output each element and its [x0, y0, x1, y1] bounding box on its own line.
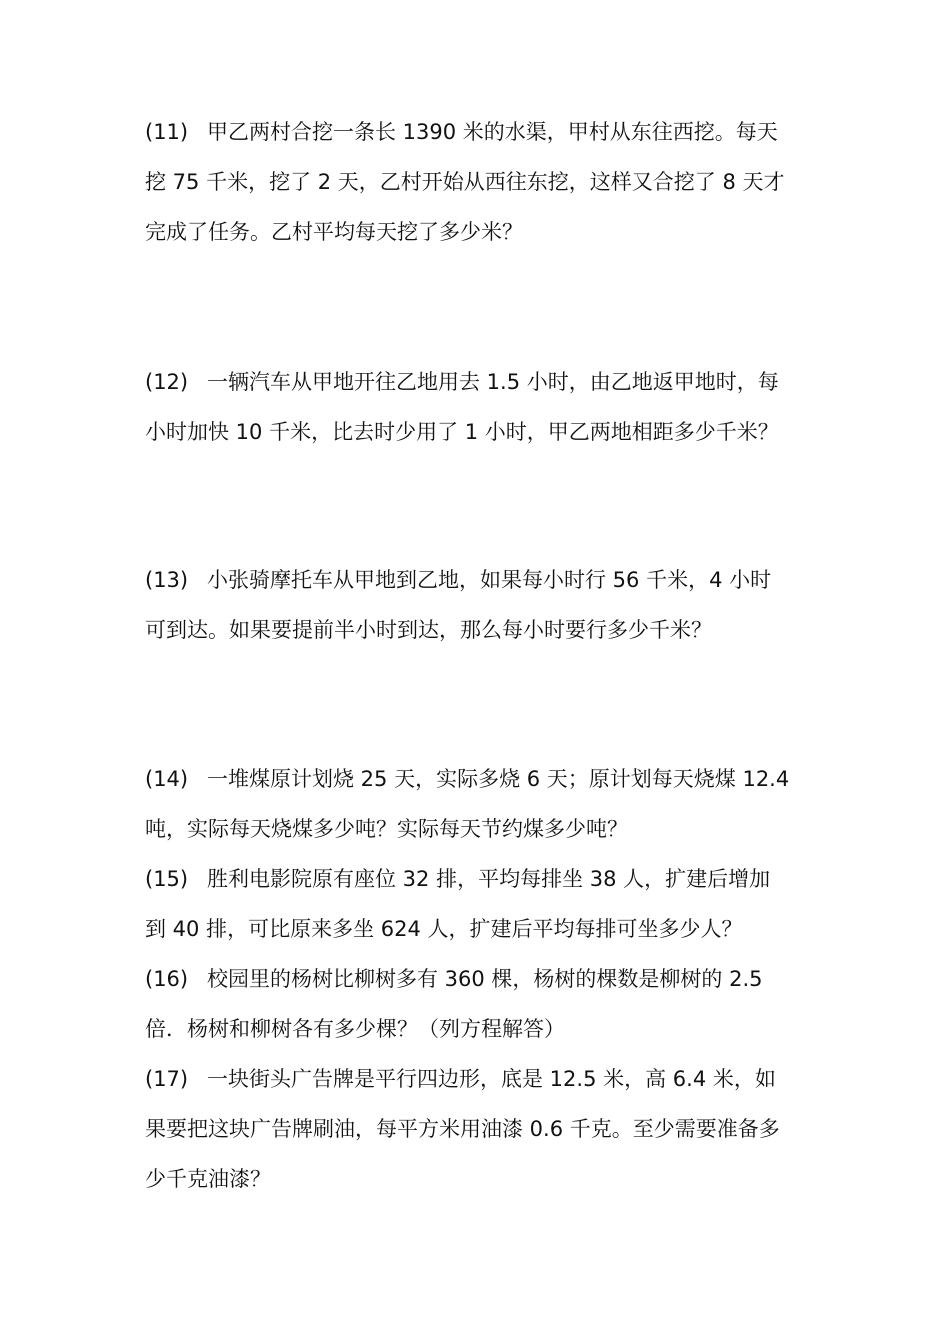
problem-15-number: (15)	[145, 867, 189, 891]
problem-16-number: (16)	[145, 967, 189, 991]
problem-15-text-1: 胜利电影院原有座位 32 排，平均每排坐 38 人，扩建后增加	[207, 867, 771, 891]
problem-11-line-2	[145, 167, 815, 197]
problem-15-line-1	[145, 864, 815, 894]
problem-14-text-2: 吨，实际每天烧煤多少吨？实际每天节约煤多少吨？	[145, 817, 628, 841]
problem-17-text-1: 一块街头广告牌是平行四边形，底是 12.5 米，高 6.4 米，如	[207, 1067, 776, 1091]
problem-11-line-1	[145, 117, 815, 147]
problem-12-number: (12)	[145, 370, 189, 394]
problem-16-text-1: 校园里的杨树比柳树多有 360 棵，杨树的棵数是柳树的 2.5	[207, 967, 763, 991]
problem-17-line-2	[145, 1114, 815, 1144]
problem-15-text-2: 到 40 排，可比原来多坐 624 人，扩建后平均每排可坐多少人？	[145, 917, 743, 941]
problem-14-line-2	[145, 814, 815, 844]
problem-15-line-2	[145, 914, 815, 944]
problem-13-text-1: 小张骑摩托车从甲地到乙地，如果每小时行 56 千米，4 小时	[207, 568, 772, 592]
problem-12-line-2	[145, 417, 815, 447]
problem-11-number: (11)	[145, 120, 189, 144]
problem-11-text-1: 甲乙两村合挖一条长 1390 米的水渠，甲村从东往西挖。每天	[207, 120, 778, 144]
problem-17-text-2: 果要把这块广告牌刷油，每平方米用油漆 0.6 千克。至少需要准备多	[145, 1117, 780, 1141]
problem-14-number: (14)	[145, 767, 189, 791]
problem-13-line-1	[145, 565, 815, 595]
problem-16-text-2: 倍．杨树和柳树各有多少棵？（列方程解答）	[145, 1017, 565, 1041]
problem-13-line-2	[145, 615, 815, 645]
problem-17-line-3	[145, 1164, 815, 1194]
problem-11-text-2: 挖 75 千米，挖了 2 天，乙村开始从西往东挖，这样又合挖了 8 天才	[145, 170, 785, 194]
problem-14-line-1	[145, 764, 815, 794]
problem-13-text-2: 可到达。如果要提前半小时到达，那么每小时要行多少千米？	[145, 618, 712, 642]
problem-17-line-1	[145, 1064, 815, 1094]
problem-13-number: (13)	[145, 568, 189, 592]
problem-12-line-1	[145, 367, 815, 397]
problem-16-line-2	[145, 1014, 815, 1044]
problem-16-line-1	[145, 964, 815, 994]
problem-11-line-3	[145, 217, 815, 247]
problem-12-text-1: 一辆汽车从甲地开往乙地用去 1.5 小时，由乙地返甲地时，每	[207, 370, 779, 394]
problem-11-text-3: 完成了任务。乙村平均每天挖了多少米？	[145, 220, 523, 244]
problem-14-text-1: 一堆煤原计划烧 25 天，实际多烧 6 天；原计划每天烧煤 12.4	[207, 767, 790, 791]
problem-17-text-3: 少千克油漆？	[145, 1167, 271, 1191]
problem-12-text-2: 小时加快 10 千米，比去时少用了 1 小时，甲乙两地相距多少千米？	[145, 420, 779, 444]
problem-17-number: (17)	[145, 1067, 189, 1091]
